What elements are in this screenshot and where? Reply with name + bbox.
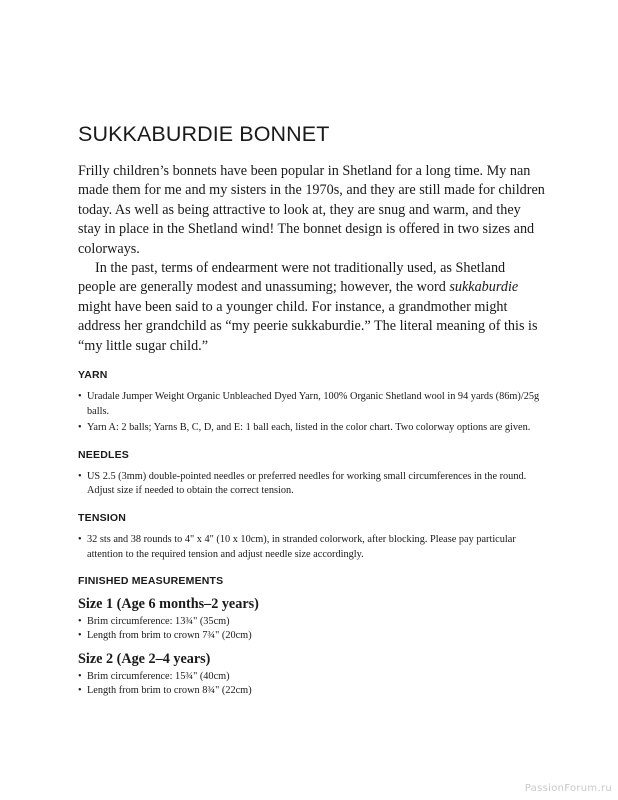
size-1-item: • Length from brim to crown 7¾" (20cm) [78, 629, 546, 643]
intro-paragraph-1: Frilly children’s bonnets have been popular in Shetland for a long time. My nan made them for me and my sisters in the 1970s, and they are still made for children today. As well as being attractive to look at, they are snug and warm, and they stay in place in the Shetland wind! The bonnet design is offered in two sizes and colorways. [78, 163, 545, 257]
needles-heading: NEEDLES [78, 448, 129, 461]
intro-paragraph-2-term: sukkaburdie [449, 279, 519, 296]
intro-paragraph-2-end: might have been said to a younger child. For instance, a grandmother might address her grandchild as “my peerie sukkaburdie.” The literal meaning of this is “my little sugar child.” [78, 298, 538, 354]
size-2-item: • Brim circumference: 15¾" (40cm) [78, 670, 546, 684]
size-2-list [78, 670, 546, 698]
yarn-heading: YARN [78, 369, 108, 382]
tension-list [78, 533, 546, 562]
yarn-item: • Uradale Jumper Weight Organic Unbleached Dyed Yarn, 100% Organic Shetland wool in 94 yards (86m)/25g balls. [78, 390, 546, 419]
size-1-heading: Size 1 (Age 6 months–2 years) [78, 596, 259, 613]
yarn-list [78, 390, 546, 436]
intro-paragraph-2-start: In the past, terms of endearment were not traditionally used, as Shetland people are generally modest and unassuming; however, the word [78, 260, 506, 296]
size-1-list [78, 615, 546, 643]
tension-item: • 32 sts and 38 rounds to 4" x 4" (10 x 10cm), in stranded colorwork, after blocking. Please pay particular attention to the required tension and adjust needle size accordingly. [78, 533, 546, 562]
size-2-item: • Length from brim to crown 8¾" (22cm) [78, 684, 546, 698]
needles-item: • US 2.5 (3mm) double-pointed needles or preferred needles for working small circumferences in the round. Adjust size if needed to obtain the correct tension. [78, 470, 546, 499]
pattern-page [78, 122, 546, 698]
size-1-item: • Brim circumference: 13¾" (35cm) [78, 615, 546, 629]
watermark: PassionForum.ru [524, 783, 612, 794]
tension-heading: TENSION [78, 512, 127, 525]
intro-text [78, 162, 546, 356]
yarn-item: • Yarn A: 2 balls; Yarns B, C, D, and E: 1 ball each, listed in the color chart. Two colorway options are given. [78, 421, 546, 436]
needles-list [78, 470, 546, 499]
size-2-heading: Size 2 (Age 2–4 years) [78, 650, 211, 667]
intro-paragraph-2 [78, 259, 546, 356]
finished-measurements-heading: FINISHED MEASUREMENTS [78, 575, 224, 588]
page-title: SUKKABURDIE BONNET [78, 122, 330, 146]
